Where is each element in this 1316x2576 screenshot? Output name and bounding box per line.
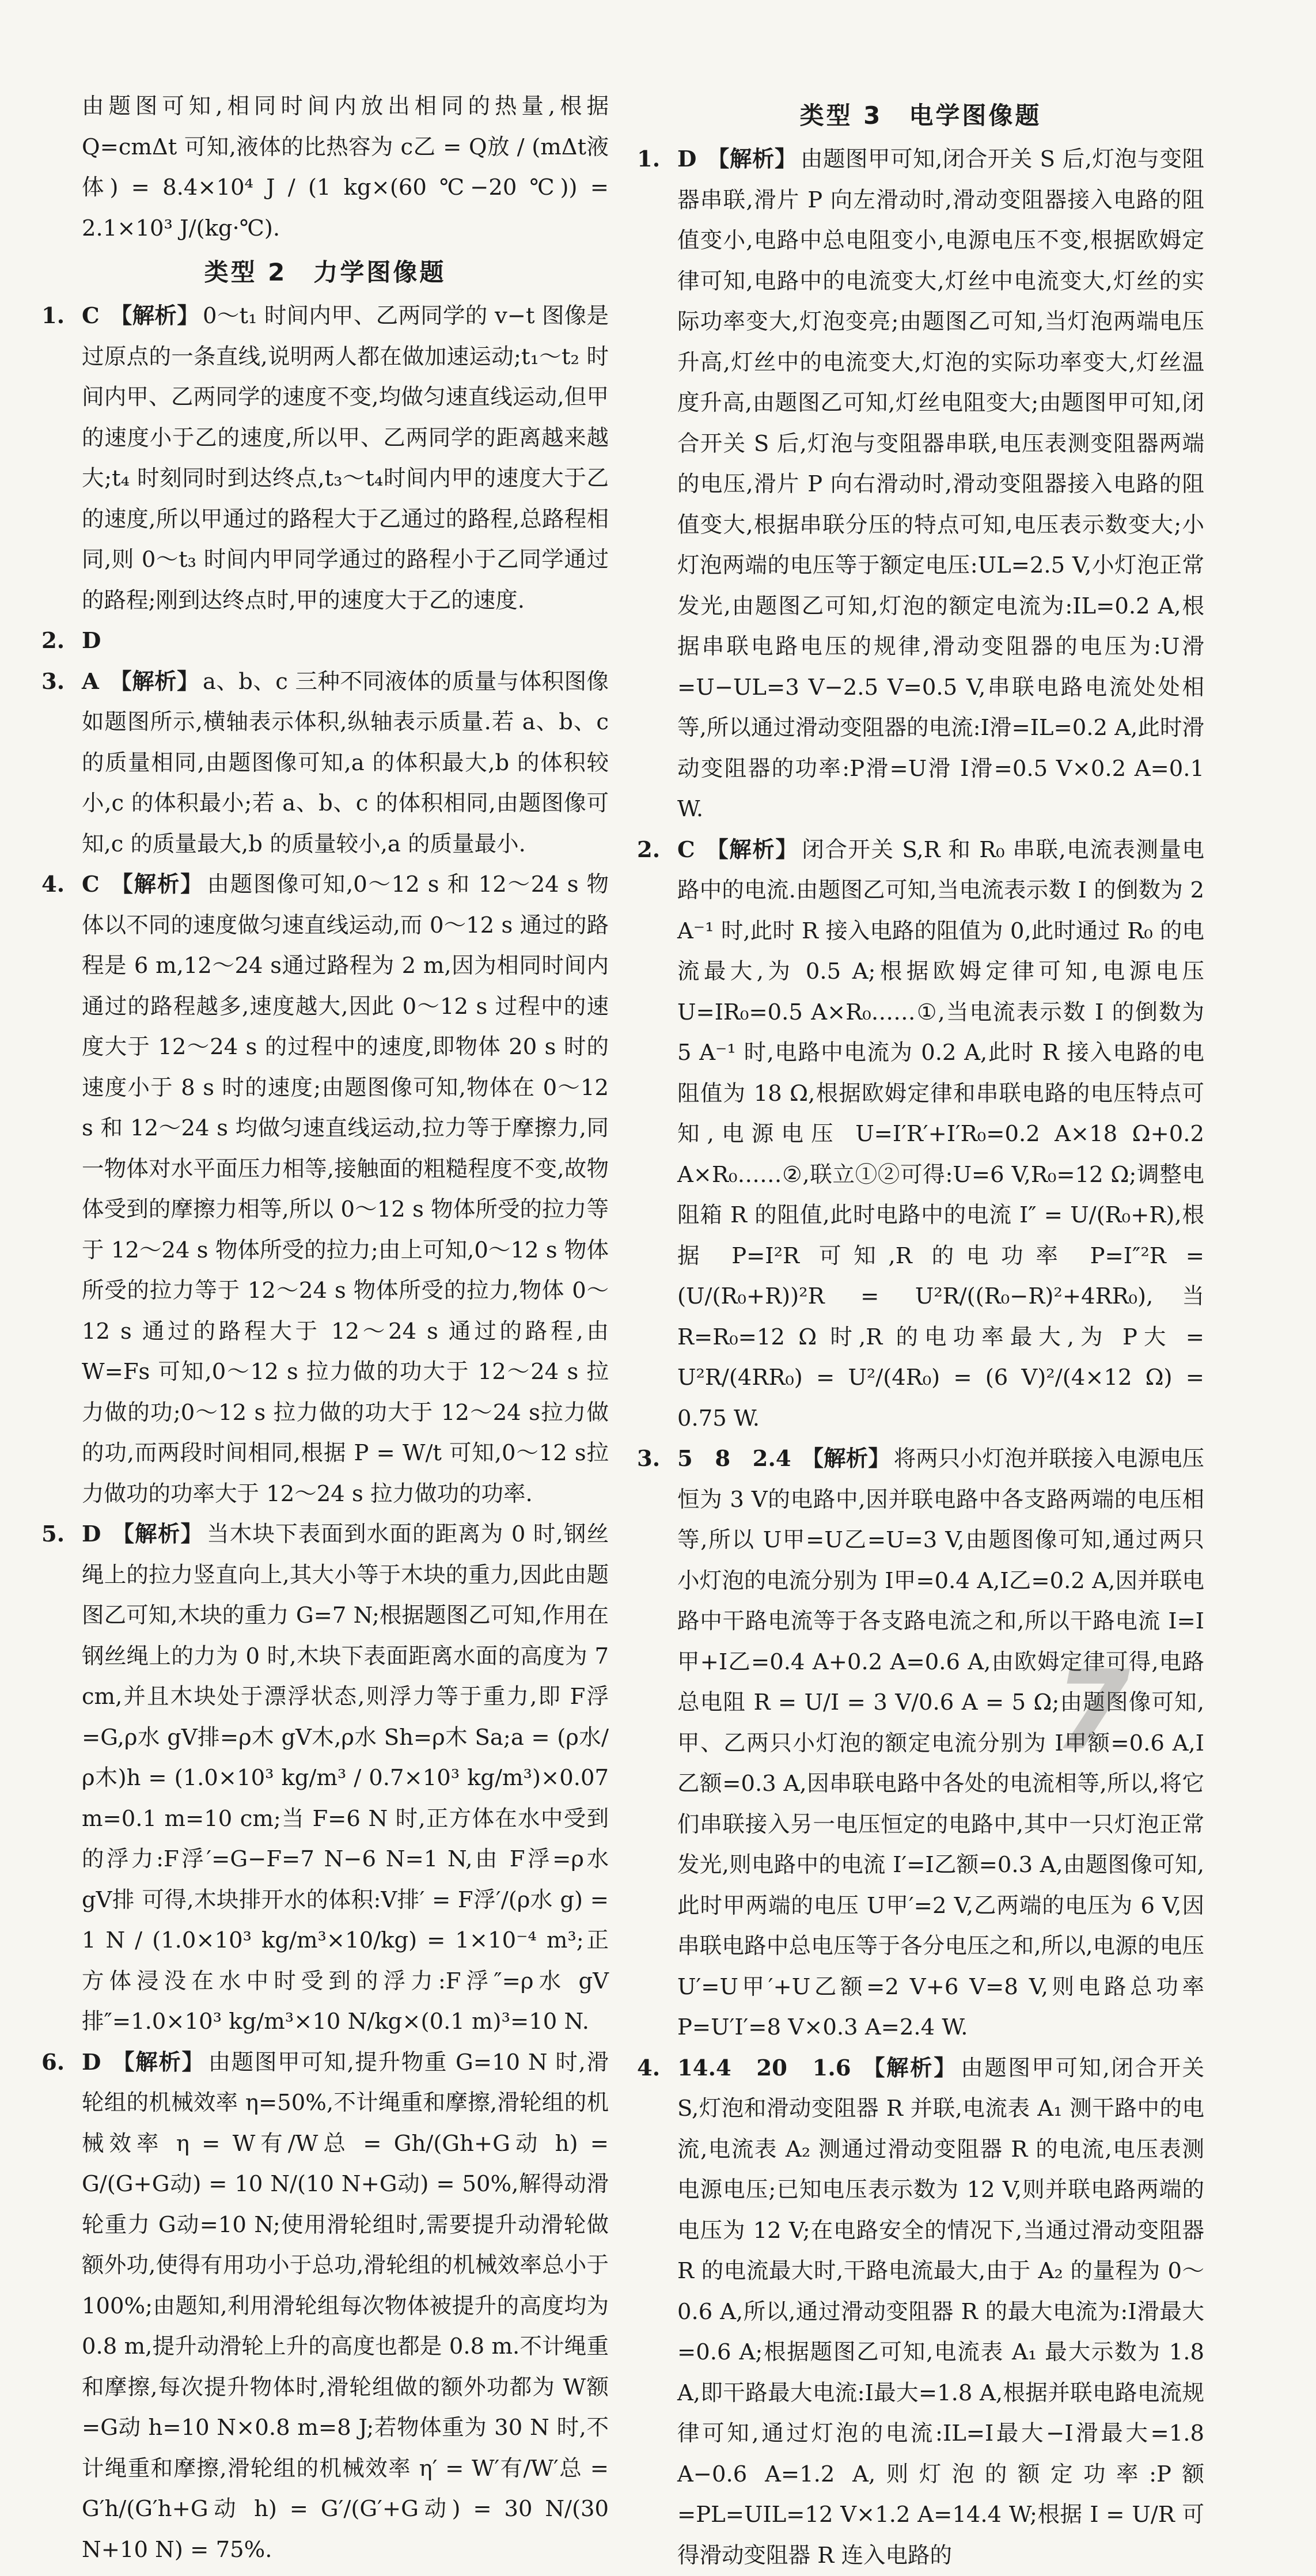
answer-item bbox=[41, 662, 609, 865]
item-number: 4. bbox=[637, 2048, 660, 2089]
intro-paragraph: 由题图可知,相同时间内放出相同的热量,根据 Q=cmΔt 可知,液体的比热容为 c乙 = Q放 / (mΔt液体) = 8.4×10⁴ J / (1 kg×(60 ℃−20 ℃)) = 2.1×10³ J/(kg·℃). bbox=[41, 86, 609, 249]
item-answer: C bbox=[82, 303, 100, 329]
item-number: 1. bbox=[41, 296, 65, 337]
section-title-mechanics: 类型 2 力学图像题 bbox=[41, 249, 609, 296]
item-text: 闭合开关 S,R 和 R₀ 串联,电流表测量电路中的电流.由题图乙可知,当电流表示数 I 的倒数为 2 A⁻¹ 时,此时 R 接入电路的阻值为 0,此时通过 R₀ 的电流最大,为 0.5 A;根据欧姆定律可知,电源电压 U=IR₀=0.5 A×R₀……①,当电流表示数 I 的倒数为 5 A⁻¹ 时,电路中电流为 0.2 A,此时 R 接入电路的电阻值为 18 Ω,根据欧姆定律和串联电路的电压特点可知,电源电压 U=I′R′+I′R₀=0.2 A×18 Ω+0.2 A×R₀……②,联立①②可得:U=6 V,R₀=12 Ω;调整电阻箱 R 的阻值,此时电路中的电流 I″ = U/(R₀+R),根据 P=I²R 可知,R 的电功率 P=I″²R = (U/(R₀+R))²R = U²R/((R₀−R)²+4RR₀),当 R=R₀=12 Ω 时,R 的电功率最大,为 P大 = U²R/(4RR₀) = U²/(4R₀) = (6 V)²/(4×12 Ω) = 0.75 W. bbox=[677, 837, 1204, 1431]
item-answer: D bbox=[82, 628, 101, 654]
answer-item bbox=[41, 296, 609, 621]
analysis-tag: 【解析】 bbox=[111, 1521, 203, 1547]
analysis-tag: 【解析】 bbox=[706, 837, 799, 863]
item-number: 3. bbox=[41, 662, 65, 703]
item-number: 2. bbox=[41, 621, 65, 662]
item-text: 0～t₁ 时间内甲、乙两同学的 v−t 图像是过原点的一条直线,说明两人都在做加速运动;t₁～t₂ 时间内甲、乙两同学的速度不变,均做匀速直线运动,但甲的速度小于乙的速度,所以甲、乙两同学的距离越来越大;t₄ 时刻同时到达终点,t₃～t₄时间内甲的速度大于乙的速度,所以甲通过的路程大于乙通过的路程,总路程相同,则 0～t₃ 时间内甲同学通过的路程小于乙同学通过的路程;刚到达终点时,甲的速度大于乙的速度. bbox=[82, 303, 609, 613]
item-answer: 5 8 2.4 bbox=[677, 1446, 791, 1472]
analysis-tag: 【解析】 bbox=[110, 303, 199, 329]
answer-item bbox=[41, 2043, 609, 2571]
answer-item bbox=[41, 865, 609, 1514]
analysis-tag: 【解析】 bbox=[111, 2050, 204, 2075]
item-answer: A bbox=[82, 669, 99, 695]
item-answer: D bbox=[677, 146, 696, 172]
item-answer: D bbox=[82, 1521, 101, 1547]
item-text: 由题图甲可知,闭合开关 S,灯泡和滑动变阻器 R 并联,电流表 A₁ 测干路中的电流,电流表 A₂ 测通过滑动变阻器 R 的电流,电压表测电源电压;已知电压表示数为 12 V,则并联电路两端的电压为 12 V;在电路安全的情况下,当通过滑动变阻器 R 的电流最大时,干路电流最大,由于 A₂ 的量程为 0～0.6 A,所以,通过滑动变阻器 R 的最大电流为:I滑最大=0.6 A;根据题图乙可知,电流表 A₁ 最大示数为 1.8 A,即干路最大电流:I最大=1.8 A,根据并联电路电流规律可知,通过灯泡的电流:IL=I最大−I滑最大=1.8 A−0.6 A=1.2 A,则灯泡的额定功率:P额=PL=UIL=12 V×1.2 A=14.4 W;根据 I = U/R 可得滑动变阻器 R 连入电路的 bbox=[677, 2055, 1204, 2569]
item-number: 4. bbox=[41, 865, 65, 906]
right-column bbox=[637, 92, 1204, 2576]
item-answer: C bbox=[677, 837, 695, 863]
item-text: 由题图甲可知,闭合开关 S 后,灯泡与变阻器串联,滑片 P 向左滑动时,滑动变阻器接入电路的阻值变小,电路中总电阻变小,电源电压不变,根据欧姆定律可知,电路中的电流变大,灯丝中电流变大,灯丝的实际功率变大,灯泡变亮;由题图乙可知,当灯泡两端电压升高,灯丝中的电流变大,灯泡的实际功率变大,灯丝温度升高,由题图乙可知,灯丝电阻变大;由题图甲可知,闭合开关 S 后,灯泡与变阻器串联,电压表测变阻器两端的电压,滑片 P 向右滑动时,滑动变阻器接入电路的阻值变大,根据串联分压的特点可知,电压表示数变大;小灯泡两端的电压等于额定电压:UL=2.5 V,小灯泡正常发光,由题图乙可知,灯泡的额定电流为:IL=0.2 A,根据串联电路电压的规律,滑动变阻器的电压为:U滑=U−UL=3 V−2.5 V=0.5 V,串联电路电流处处相等,所以通过滑动变阻器的电流:I滑=IL=0.2 A,此时滑动变阻器的功率:P滑=U滑 I滑=0.5 V×0.2 A=0.1 W. bbox=[677, 146, 1204, 822]
analysis-tag: 【解析】 bbox=[862, 2055, 958, 2081]
page-number: 7 bbox=[1054, 1659, 1123, 1763]
left-column bbox=[41, 86, 609, 2570]
answer-item bbox=[41, 621, 609, 662]
item-text: 当木块下表面到水面的距离为 0 时,钢丝绳上的拉力竖直向上,其大小等于木块的重力,因此由题图乙可知,木块的重力 G=7 N;根据题图乙可知,作用在钢丝绳上的力为 0 时,木块下表面距离水面的高度为 7 cm,并且木块处于漂浮状态,则浮力等于重力,即 F浮=G,ρ水 gV排=ρ木 gV木,ρ水 Sh=ρ木 Sa;a = (ρ水/ρ木)h = (1.0×10³ kg/m³ / 0.7×10³ kg/m³)×0.07 m=0.1 m=10 cm;当 F=6 N 时,正方体在水中受到的浮力:F浮′=G−F=7 N−6 N=1 N,由 F浮=ρ水 gV排 可得,木块排开水的体积:V排′ = F浮′/(ρ水 g) = 1 N / (1.0×10³ kg/m³×10/kg) = 1×10⁻⁴ m³;正方体浸没在水中时受到的浮力:F浮″=ρ水 gV排″=1.0×10³ kg/m³×10 N/kg×(0.1 m)³=10 N. bbox=[82, 1521, 609, 2035]
answer-item bbox=[41, 1514, 609, 2043]
item-number: 5. bbox=[41, 1514, 65, 1555]
item-text: a、b、c 三种不同液体的质量与体积图像如题图所示,横轴表示体积,纵轴表示质量.若 a、b、c 的质量相同,由题图像可知,a 的体积最大,b 的体积较小,c 的体积最小;若 a、b、c 的体积相同,由题图像可知,c 的质量最大,b 的质量较小,a 的质量最小. bbox=[82, 669, 609, 857]
item-number: 6. bbox=[41, 2043, 65, 2083]
item-number: 2. bbox=[637, 830, 660, 871]
item-answer: C bbox=[82, 872, 100, 897]
analysis-tag: 【解析】 bbox=[110, 872, 204, 897]
analysis-tag: 【解析】 bbox=[802, 1446, 890, 1472]
item-text: 由题图像可知,0～12 s 和 12～24 s 物体以不同的速度做匀速直线运动,而 0～12 s 通过的路程是 6 m,12～24 s通过路程为 2 m,因为相同时间内通过的路程越多,速度越大,因此 0～12 s 过程中的速度大于 12～24 s 的过程中的速度,即物体 20 s 时的速度小于 8 s 时的速度;由题图像可知,物体在 0～12 s 和 12～24 s 均做匀速直线运动,拉力等于摩擦力,同一物体对水平面压力相等,接触面的粗糙程度不变,故物体受到的摩擦力相等,所以 0～12 s 物体所受的拉力等于 12～24 s 物体所受的拉力;由上可知,0～12 s 物体所受的拉力等于 12～24 s 物体所受的拉力,物体 0～12 s 通过的路程大于 12～24 s 通过的路程,由 W=Fs 可知,0～12 s 拉力做的功大于 12～24 s 拉力做的功;0～12 s 拉力做的功大于 12～24 s拉力做的功,而两段时间相同,根据 P = W/t 可知,0～12 s拉力做功的功率大于 12～24 s 拉力做功的功率. bbox=[82, 872, 609, 1507]
item-number: 1. bbox=[637, 139, 660, 180]
item-answer: D bbox=[82, 2050, 101, 2075]
analysis-tag: 【解析】 bbox=[707, 146, 797, 172]
answer-item bbox=[637, 830, 1204, 1439]
answer-item bbox=[637, 139, 1204, 830]
item-number: 3. bbox=[637, 1439, 660, 1480]
item-text: 将两只小灯泡并联接入电源电压恒为 3 V的电路中,因并联电路中各支路两端的电压相等,所以 U甲=U乙=U=3 V,由题图像可知,通过两只小灯泡的电流分别为 I甲=0.4 A,I乙=0.2 A,因并联电路中干路电流等于各支路电流之和,所以干路电流 I=I甲+I乙=0.4 A+0.2 A=0.6 A,由欧姆定律可得,电路总电阻 R = U/I = 3 V/0.6 A = 5 Ω;由题图像可知,甲、乙两只小灯泡的额定电流分别为 I甲额=0.6 A,I乙额=0.3 A,因串联电路中各处的电流相等,所以,将它们串联接入另一电压恒定的电路中,其中一只灯泡正常发光,则电路中的电流 I′=I乙额=0.3 A,由题图像可知,此时甲两端的电压 U甲′=2 V,乙两端的电压为 6 V,因串联电路中总电压等于各分电压之和,所以,电源的电压 U′=U甲′+U乙额=2 V+6 V=8 V,则电路总功率 P=U′I′=8 V×0.3 A=2.4 W. bbox=[677, 1446, 1204, 2040]
section-title-electric: 类型 3 电学图像题 bbox=[637, 92, 1204, 139]
item-text: 由题图甲可知,提升物重 G=10 N 时,滑轮组的机械效率 η=50%,不计绳重和摩擦,滑轮组的机械效率 η = W有/W总 = Gh/(Gh+G动 h) = G/(G+G动) = 10 N/(10 N+G动) = 50%,解得动滑轮重力 G动=10 N;使用滑轮组时,需要提升动滑轮做额外功,使得有用功小于总功,滑轮组的机械效率总小于 100%;由题知,利用滑轮组每次物体被提升的高度均为 0.8 m,提升动滑轮上升的高度也都是 0.8 m.不计绳重和摩擦,每次提升物体时,滑轮组做的额外功都为 W额=G动 h=10 N×0.8 m=8 J;若物体重为 30 N 时,不计绳重和摩擦,滑轮组的机械效率 η′ = W′有/W′总 = G′h/(G′h+G动 h) = G′/(G′+G动) = 30 N/(30 N+10 N) = 75%. bbox=[82, 2050, 609, 2563]
item-answer: 14.4 20 1.6 bbox=[677, 2055, 851, 2081]
analysis-tag: 【解析】 bbox=[109, 669, 199, 695]
answer-item bbox=[637, 2048, 1204, 2576]
